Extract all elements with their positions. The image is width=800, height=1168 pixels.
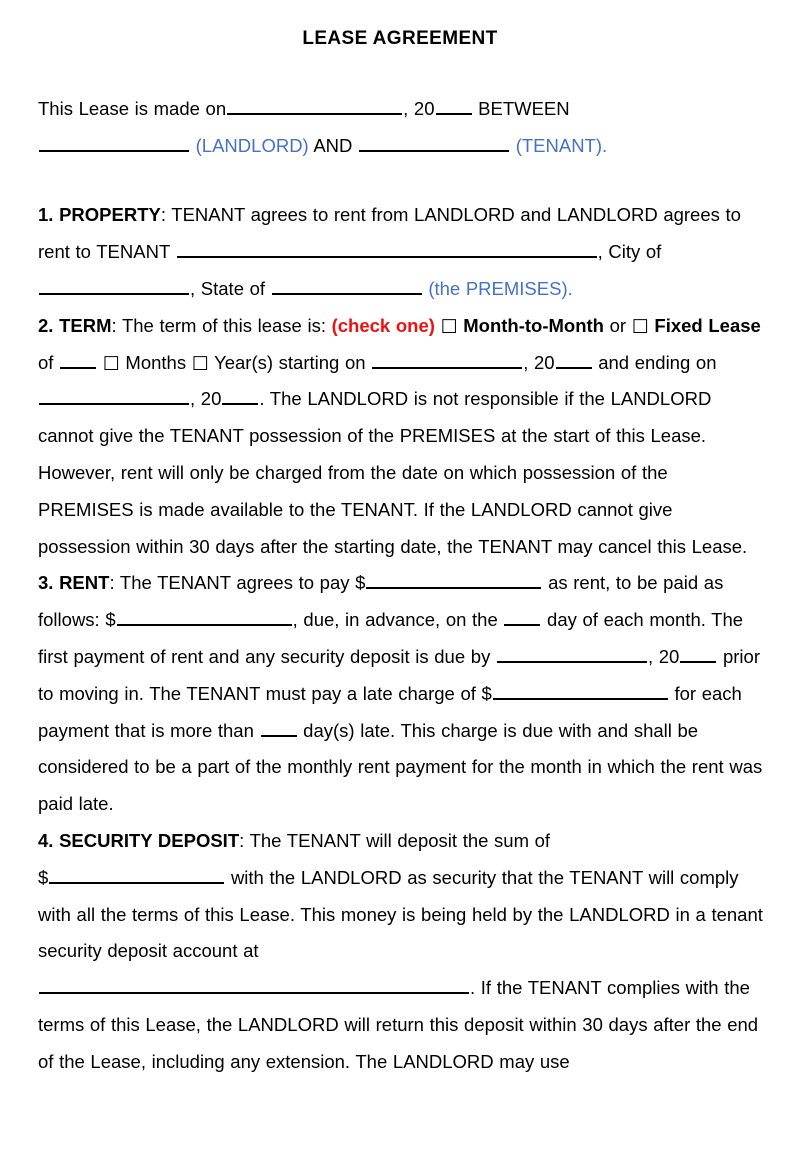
- checkbox-month-to-month-icon[interactable]: ☐: [440, 316, 458, 338]
- security-deposit-text-1: The TENANT will deposit the sum of: [249, 829, 551, 851]
- rent-text-8: day(s) late. This charge is due with and shall be considered to be a part of the monthly rent payment for the month in which the rent was paid late.: [38, 719, 763, 815]
- document-body: [0, 91, 800, 1081]
- rent-due-day-blank[interactable]: [504, 609, 540, 626]
- rent-text-5: , 20: [647, 645, 680, 667]
- term-heading: 2. TERM: [38, 314, 112, 336]
- term-text-6: , 20: [190, 388, 222, 410]
- term-colon: :: [111, 314, 117, 336]
- rent-heading: 3. RENT: [38, 572, 110, 594]
- term-end-date-blank[interactable]: [39, 388, 189, 405]
- rent-text-6: prior to moving in. The TENANT must pay a late charge of $: [38, 645, 760, 704]
- city-blank[interactable]: [39, 278, 189, 295]
- state-blank[interactable]: [272, 278, 422, 295]
- intro-text-2: , 20: [403, 97, 435, 119]
- term-option-months: Months: [125, 351, 187, 373]
- checkbox-years-icon[interactable]: ☐: [191, 353, 209, 375]
- security-deposit-dollar: $: [38, 866, 49, 888]
- intro-text-3: BETWEEN: [478, 97, 570, 119]
- first-payment-date-blank[interactable]: [497, 646, 647, 663]
- rent-text-3: , due, in advance, on the: [292, 609, 498, 631]
- fixed-lease-duration-blank[interactable]: [60, 351, 96, 368]
- checkbox-fixed-lease-icon[interactable]: ☐: [631, 316, 649, 338]
- term-text-1: The term of this lease is:: [121, 314, 326, 336]
- intro-text-1: This Lease is made on: [38, 97, 227, 119]
- rent-installment-blank[interactable]: [117, 609, 292, 626]
- term-start-date-blank[interactable]: [372, 351, 522, 368]
- term-text-5: and ending on: [598, 351, 717, 373]
- section-term: [38, 308, 764, 566]
- property-text-1: TENANT agrees to rent from LANDLORD and LANDLORD agrees to rent to TENANT: [38, 204, 741, 263]
- deposit-account-blank[interactable]: [39, 977, 469, 994]
- property-colon: :: [160, 204, 166, 226]
- security-deposit-colon: :: [239, 829, 245, 851]
- rent-text-2: as rent, to be paid as follows: $: [38, 572, 724, 631]
- date-blank[interactable]: [227, 98, 402, 115]
- section-property: [38, 197, 764, 307]
- rent-text-1: The TENANT agrees to pay $: [119, 572, 366, 594]
- property-text-2: , City of: [597, 241, 662, 263]
- check-one-note: (check one): [331, 314, 435, 336]
- tenant-label: (TENANT).: [515, 134, 608, 156]
- late-charge-amount-blank[interactable]: [493, 683, 668, 700]
- late-days-blank[interactable]: [261, 719, 297, 736]
- intro-and: AND: [313, 134, 353, 156]
- landlord-label: (LANDLORD): [195, 134, 309, 156]
- page-title: LEASE AGREEMENT: [302, 28, 498, 49]
- landlord-name-blank[interactable]: [39, 134, 189, 151]
- property-text-3: , State of: [190, 277, 266, 299]
- property-heading: 1. PROPERTY: [38, 204, 161, 226]
- year-blank[interactable]: [436, 98, 472, 115]
- section-security-deposit: [38, 823, 764, 1081]
- premises-label: (the PREMISES).: [428, 277, 573, 299]
- rent-text-4: day of each month. The first payment of rent and any security deposit is due by: [38, 609, 744, 667]
- security-deposit-amount-blank[interactable]: [49, 867, 224, 884]
- term-end-year-blank[interactable]: [222, 388, 258, 405]
- term-text-2: of: [38, 351, 54, 373]
- term-start-year-blank[interactable]: [556, 351, 592, 368]
- security-deposit-text-4: . If the TENANT complies with the terms of this Lease, the LANDLORD will return this deposit within 30 days after the end of the Lease, including any extension. The LANDLORD may use: [38, 977, 759, 1072]
- term-option-fixed-lease: Fixed Lease: [654, 314, 761, 336]
- premises-address-blank[interactable]: [177, 241, 597, 258]
- rent-text-7: for each payment that is more than: [38, 682, 742, 741]
- term-option-years: Year(s): [214, 351, 274, 373]
- tenant-name-blank[interactable]: [359, 134, 509, 151]
- first-payment-year-blank[interactable]: [680, 646, 716, 663]
- rent-colon: :: [109, 572, 115, 594]
- term-text-7: . The LANDLORD is not responsible if the LANDLORD cannot give the TENANT possession of the PREMISES at the start of this Lease. However, rent will only be charged from the date on which possession of the PREMISES is made available to the TENANT. If the LANDLORD cannot give possession within 30 days after the starting date, the TENANT may cancel this Lease.: [38, 388, 748, 557]
- term-or: or: [609, 314, 627, 336]
- checkbox-months-icon[interactable]: ☐: [102, 353, 120, 375]
- security-deposit-text-3: with the LANDLORD as security that the TENANT will comply with all the terms of this Lease. This money is being held by the LANDLORD in a tenant security deposit account at: [38, 866, 763, 962]
- term-text-4: , 20: [523, 351, 555, 373]
- security-deposit-heading: 4. SECURITY DEPOSIT: [38, 829, 240, 851]
- term-text-3: starting on: [278, 351, 366, 373]
- section-rent: [38, 565, 764, 823]
- rent-amount-blank[interactable]: [366, 572, 541, 589]
- term-option-month-to-month: Month-to-Month: [463, 314, 604, 336]
- intro-paragraph: [38, 91, 764, 165]
